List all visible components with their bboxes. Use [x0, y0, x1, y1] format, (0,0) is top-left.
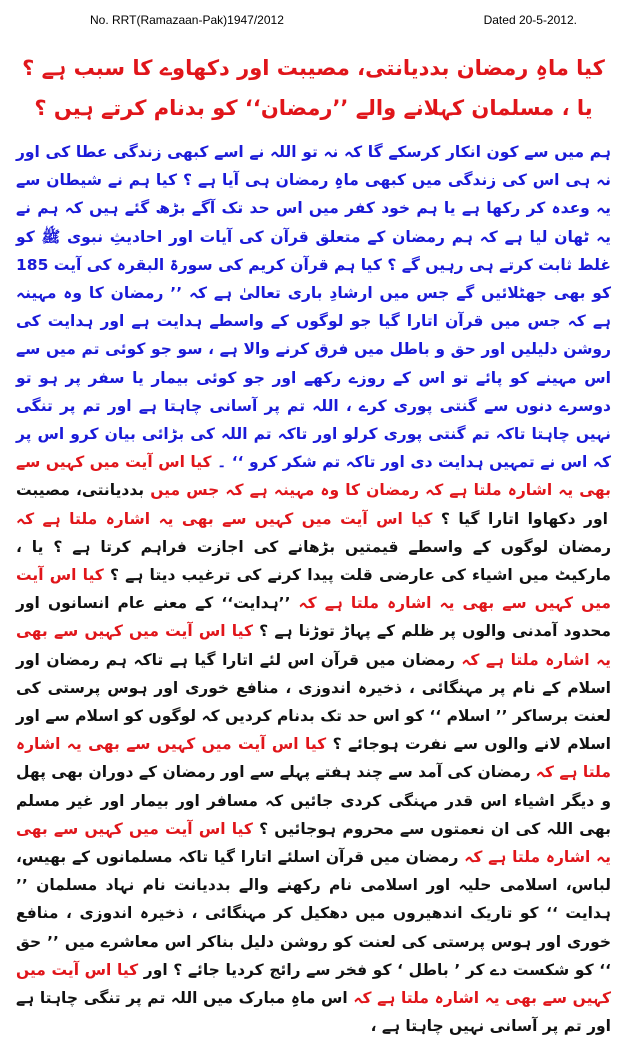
article-body	[16, 138, 611, 1041]
body-segment: کیا اس آیت میں کہیں سے بھی یہ اشارہ ملتا ہے کہ	[16, 819, 611, 867]
body-segment: کیا اس آیت میں کہیں سے بھی یہ اشارہ ملتا ہے کہ	[16, 509, 433, 528]
title-line-1: کیا ماہِ رمضان بددیانتی، مصیبت اور دکھاوے کا سبب ہے ؟	[22, 56, 605, 80]
body-segment: رمضان میں قرآن اس لئے اتارا گیا ہے تاکہ ہم رمضان اور اسلام کے نام پر مہنگائی ، ذخیرہ اندوزی ، منافع خوری اور ہوس پرستی کی لعنت برساکر ’’ اسلام ‘‘ کو اس حد تک بدنام کردیں کہ لوگوں کو اسلام سے اور اسلام لانے والوں سے نفرت ہوجائے ؟	[16, 650, 611, 754]
title-line-2: یا ، مسلمان کہلانے والے ’’رمضان‘‘ کو بدنام کرتے ہیں ؟	[34, 96, 593, 120]
body-segment: کیا اس آیت میں کہیں سے بھی یہ اشارہ ملتا ہے کہ	[16, 622, 611, 669]
document-header	[16, 10, 611, 30]
body-segment: کیا اس آیت میں کہیں سے بھی یہ اشارہ ملتا ہے کہ	[16, 735, 611, 782]
document-date: Dated 20-5-2012.	[483, 13, 577, 27]
body-segment: رمضان میں قرآن اسلئے اتارا گیا تاکہ مسلمانوں کے بھیس، لباس، اسلامی حلیہ اور اسلامی نام رکھنے والے بددیانت نام نہاد مسلمان ’’ ہدایت ‘‘ کو تاریک اندھیروں میں دھکیل کر مہنگائی ، ذخیرہ اندوزی ، منافع خوری اور ہوس پرستی کی لعنت کو روشن دلیل بناکر اس معاشرے میں ’’ حق ‘‘ کو شکست دے کر ’ باطل ‘ کو فخر سے رائج کردیا جائے ؟ اور	[16, 848, 611, 979]
body-segment: بددیانتی، مصیبت اور دکھاوا اتارا گیا ؟	[16, 481, 608, 528]
body-segment: کیا اس آیت میں کہیں سے بھی یہ اشارہ ملتا ہے کہ رمضان کا وہ مہینہ ہے کہ جس میں	[16, 453, 611, 500]
body-segment: کیا اس آیت میں کہیں سے بھی یہ اشارہ ملتا ہے کہ	[16, 960, 611, 1008]
body-segment: رمضان کی آمد سے چند ہفتے پہلے سے اور رمضان کے دوران بھی پھل و دیگر اشیاء اس قدر مہنگی کردی جائیں کہ مسافر اور بیمار اور غیر مسلم بھی اللہ کی ان نعمتوں سے محروم ہوجائیں ؟	[16, 763, 611, 838]
body-segment: ’’ہدایت‘‘ کے معنے عام انسانوں اور محدود آمدنی والوں پر ظلم کے پہاڑ توڑنا ہے ؟	[16, 594, 611, 641]
body-segment: کیا اس آیت میں کہیں سے بھی یہ اشارہ ملتا ہے کہ	[16, 566, 612, 613]
body-segment: رمضان لوگوں کے واسطے قیمتیں بڑھانے کی اجازت فراہم کرتا ہے ؟ یا ، مارکیٹ میں اشیاء کی عارضی قلت پیدا کرنے کی ترغیب دیتا ہے ؟	[16, 537, 611, 585]
body-segment: اس ماہِ مبارک میں اللہ تم پر تنگی چاہتا ہے اور تم پر آسانی نہیں چاہتا ہے ،	[16, 989, 611, 1036]
reference-number: No. RRT(Ramazaan-Pak)1947/2012	[90, 13, 284, 27]
body-segment: ہم میں سے کون انکار کرسکے گا کہ نہ تو اللہ نے اسے کبھی زندگی عطا کی اور نہ ہی اس کی زندگی میں کبھی ماہِ رمضان ہی آیا ہے ؟ کیا ہم نے شیطان سے یہ وعدہ کر رکھا ہے یا ہم خود کفر میں اس حد تک آگے بڑھ گئے ہیں کہ ہم نے یہ ٹھان لیا ہے کہ ہم رمضان کے متعلق قرآن کی آیات اور احادیثِ نبوی ﷺ کو غلط ثابت کرتے ہی رہیں گے ؟ کیا ہم قرآن کریم کی سورۃ البقرہ کی آیت 185 کو بھی جھٹلائیں گے جس میں ارشادِ باری تعالیٰ ہے کہ ’’ رمضان کا وہ مہینہ ہے کہ جس میں قرآن اتارا گیا جو لوگوں کے واسطے ہدایت ہے اور ہدایت کی روشن دلیلیں اور حق و باطل میں فرق کرنے والا ہے ، سو جو کوئی تم میں سے اس مہینے کو پائے تو اس کے روزے رکھے اور جو کوئی بیمار یا سفر پر ہو تو دوسرے دنوں سے گنتی پوری کرے ، اللہ تم پر آسانی چاہتا ہے اور تم پر تنگی نہیں چاہتا تاکہ تم گنتی پوری کرلو اور تاکہ تم اللہ کی بڑائی بیان کرو اس پر کہ اس نے تمہیں ہدایت دی اور تاکہ تم شکر کرو ‘‘ ۔	[16, 143, 611, 472]
